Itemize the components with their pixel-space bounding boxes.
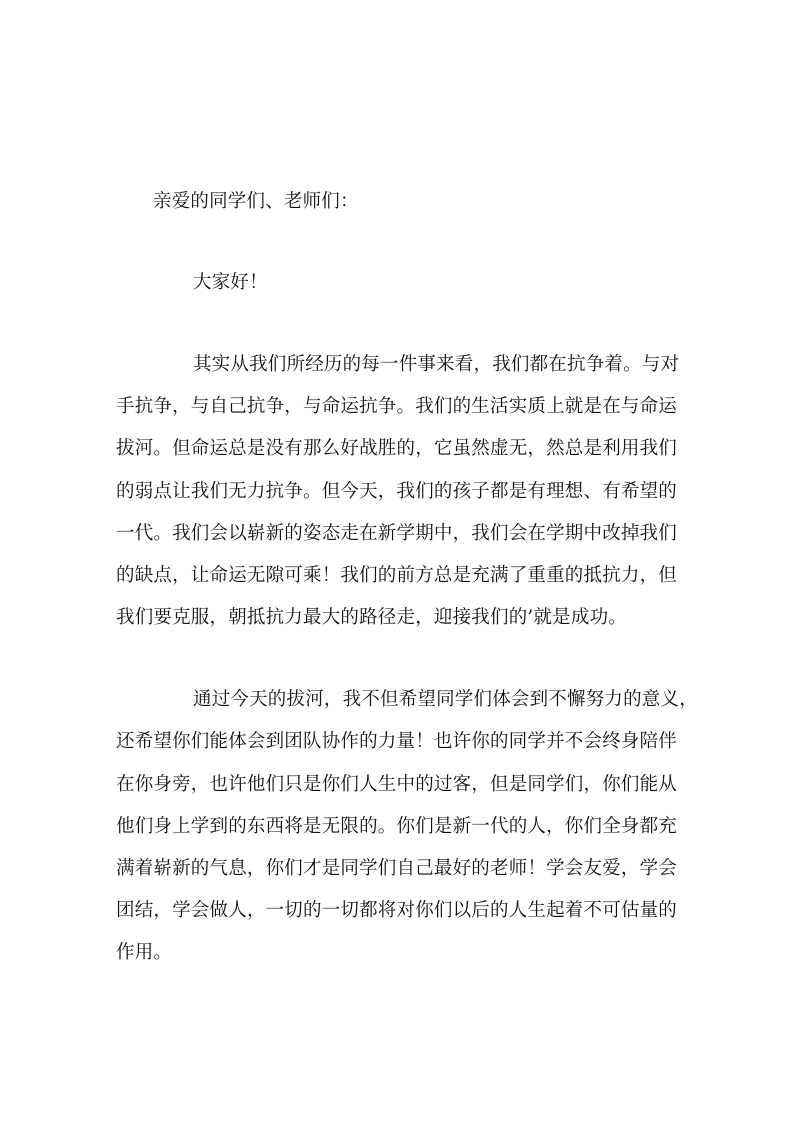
paragraph-line: 手抗争，与自己抗争，与命运抗争。我们的生活实质上就是在与命运 xyxy=(116,396,678,417)
paragraph-line: 团结，学会做人，一切的一切都将对你们以后的人生起着不可估量的 xyxy=(116,900,678,921)
paragraph-line: 其实从我们所经历的每一件事来看，我们都在抗争着。与对 xyxy=(193,354,680,375)
paragraph-line: 还希望你们能体会到团队协作的力量！也许你的同学并不会终身陪伴 xyxy=(116,731,678,752)
paragraph-line: 在你身旁，也许他们只是你们人生中的过客，但是同学们，你们能从 xyxy=(116,774,678,795)
greeting: 大家好！ xyxy=(193,272,268,293)
paragraph-line: 满着崭新的气息，你们才是同学们自己最好的老师！学会友爱，学会 xyxy=(116,858,678,879)
paragraph-line: 他们身上学到的东西将是无限的。你们是新一代的人，你们全身都充 xyxy=(116,816,678,837)
paragraph-line: 一代。我们会以崭新的姿态走在新学期中，我们会在学期中改掉我们 xyxy=(116,523,678,544)
paragraph-line: 我们要克服，朝抵抗力最大的路径走，迎接我们的’就是成功。 xyxy=(116,607,627,628)
salutation: 亲爱的同学们、老师们： xyxy=(153,191,359,212)
paragraph-line: 作用。 xyxy=(116,942,173,963)
paragraph-line: 拔河。但命运总是没有那么好战胜的，它虽然虚无，然总是利用我们 xyxy=(116,438,678,459)
paragraph-line: 的缺点，让命运无隙可乘！我们的前方总是充满了重重的抵抗力，但 xyxy=(116,565,678,586)
paragraph-line: 的弱点让我们无力抗争。但今天，我们的孩子都是有理想、有希望的 xyxy=(116,481,678,502)
paragraph-line: 通过今天的拔河，我不但希望同学们体会到不懈努力的意义， xyxy=(193,689,698,710)
